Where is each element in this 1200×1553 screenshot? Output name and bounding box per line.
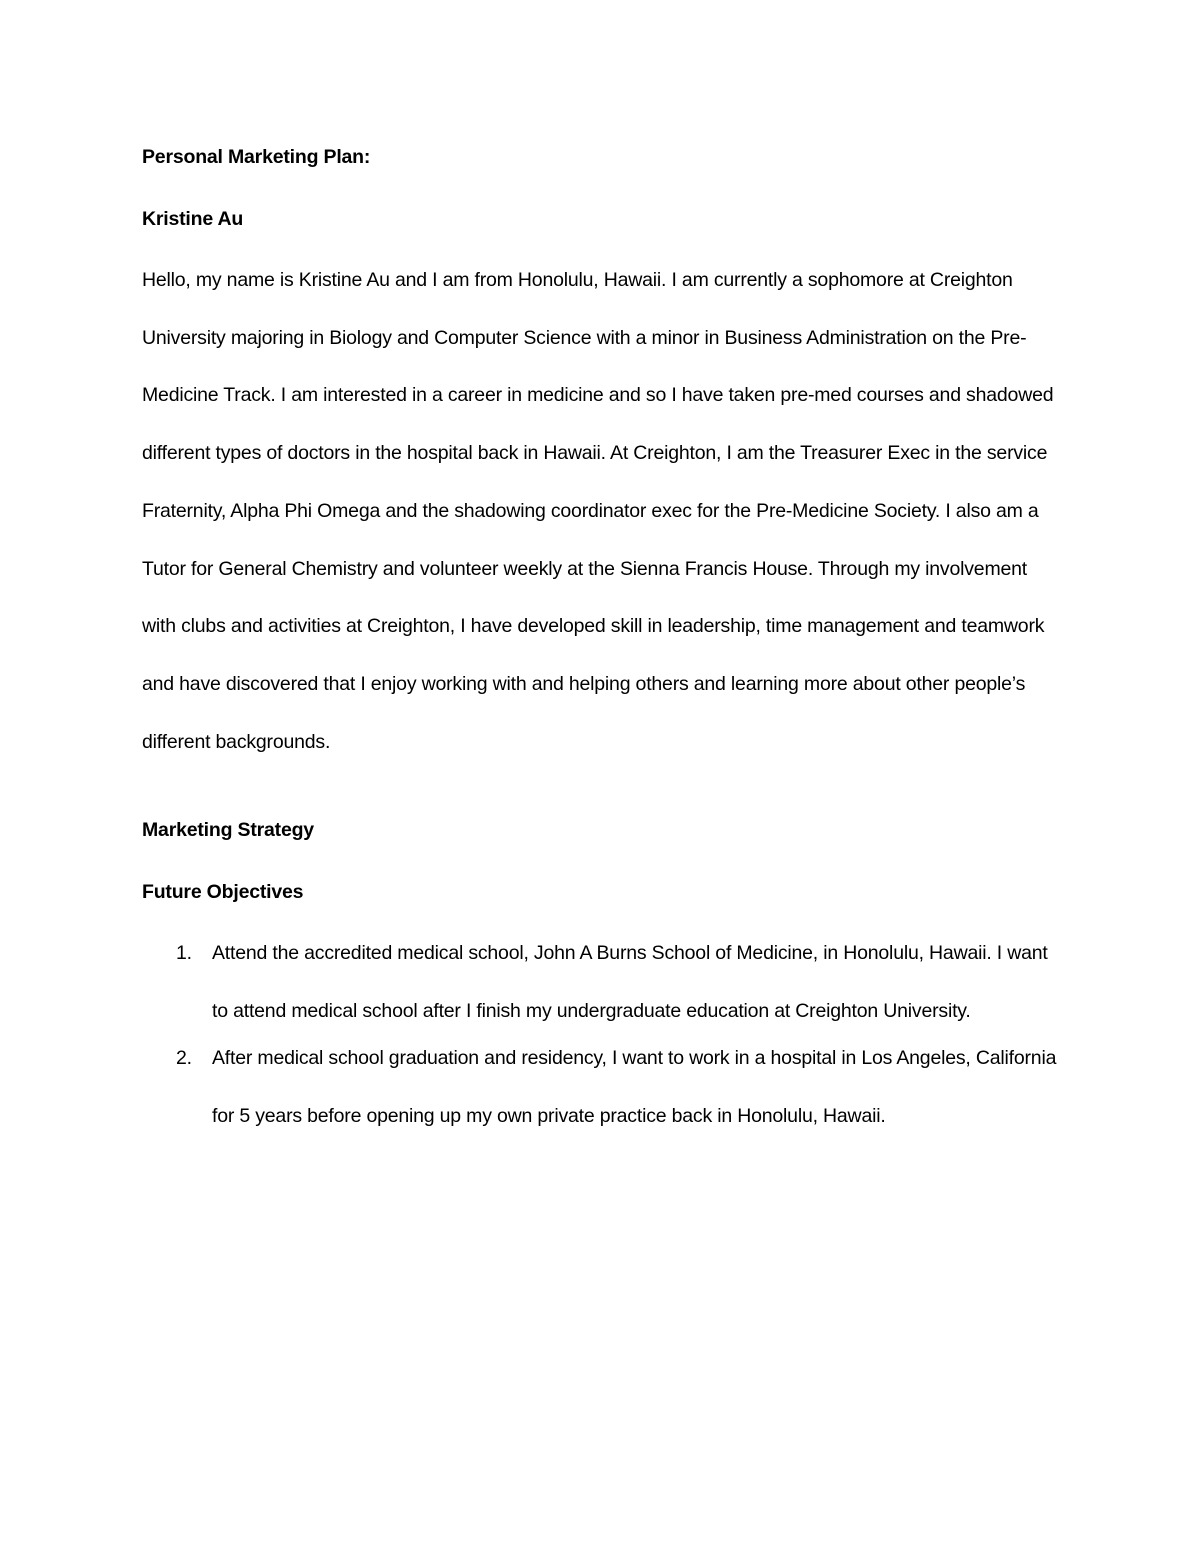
list-item xyxy=(142,1030,1062,1145)
list-item-number: 2. xyxy=(176,1047,192,1070)
list-item xyxy=(142,925,1062,1040)
list-item-number: 1. xyxy=(176,942,192,965)
intro-paragraph: Hello, my name is Kristine Au and I am from Honolulu, Hawaii. I am currently a sophomore at Creighton University majoring in Biology and Computer Science with a minor in Business Administration on the Pre-Medicine Track. I am interested in a career in medicine and so I have taken pre-med courses and shadowed different types of doctors in the hospital back in Hawaii. At Creighton, I am the Treasurer Exec in the service Fraternity, Alpha Phi Omega and the shadowing coordinator exec for the Pre-Medicine Society. I also am a Tutor for General Chemistry and volunteer weekly at the Sienna Francis House. Through my involvement with clubs and activities at Creighton, I have developed skill in leadership, time management and teamwork and have discovered that I enjoy working with and helping others and learning more about other people’s different backgrounds. xyxy=(142,269,1054,753)
list-item-text: After medical school graduation and residency, I want to work in a hospital in Los Angeles, California for 5 years before opening up my own private practice back in Honolulu, Hawaii. xyxy=(212,1047,1057,1127)
marketing-strategy-heading: Marketing Strategy xyxy=(142,819,314,842)
document-content xyxy=(142,138,1062,1145)
list-item-text: Attend the accredited medical school, John A Burns School of Medicine, in Honolulu, Hawaii. I want to attend medical school after I finish my undergraduate education at Creighton University. xyxy=(212,942,1048,1022)
objectives-list xyxy=(142,925,1062,1145)
future-objectives-heading: Future Objectives xyxy=(142,881,304,904)
document-title: Personal Marketing Plan: xyxy=(142,146,371,168)
author-name: Kristine Au xyxy=(142,208,244,230)
